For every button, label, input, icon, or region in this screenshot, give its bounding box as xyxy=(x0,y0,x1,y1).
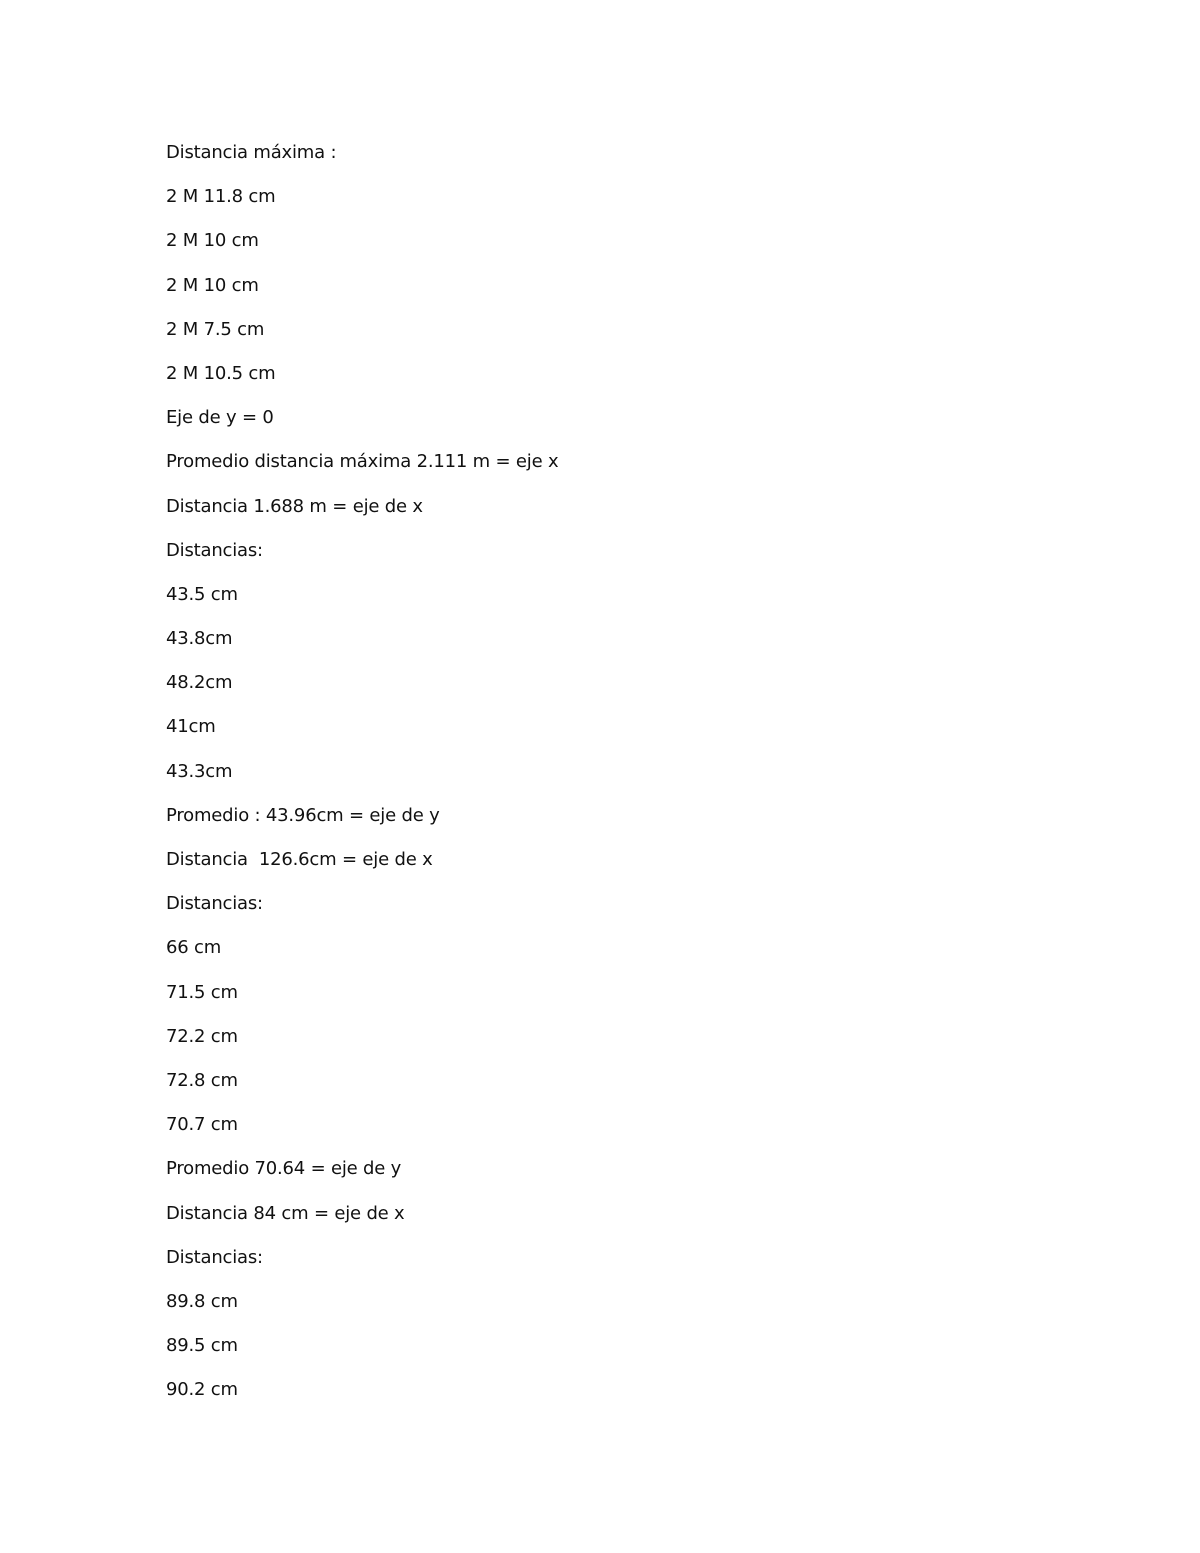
distance-line: Distancia 1.688 m = eje de x xyxy=(166,495,423,517)
measurement-line: 43.8cm xyxy=(166,628,233,650)
average-line: Promedio : 43.96cm = eje de y xyxy=(166,804,440,826)
measurement-line: 72.2 cm xyxy=(166,1025,238,1047)
section-heading-distancias: Distancias: xyxy=(166,1246,263,1268)
measurement-line: 89.8 cm xyxy=(166,1290,238,1312)
axis-note: Eje de y = 0 xyxy=(166,407,274,429)
measurement-line: 70.7 cm xyxy=(166,1114,238,1136)
measurement-line: 43.3cm xyxy=(166,760,233,782)
distance-line: Distancia 84 cm = eje de x xyxy=(166,1202,405,1224)
document-body xyxy=(166,138,1066,1419)
heading-distancia-maxima: Distancia máxima : xyxy=(166,142,337,163)
distance-line: Distancia 126.6cm = eje de x xyxy=(166,849,433,870)
measurement-line: 43.5 cm xyxy=(166,583,238,605)
measurement-line: 2 M 10 cm xyxy=(166,274,259,296)
section-heading-distancias: Distancias: xyxy=(166,893,263,915)
measurement-line: 48.2cm xyxy=(166,672,233,694)
measurement-line: 41cm xyxy=(166,716,216,738)
measurement-line: 2 M 7.5 cm xyxy=(166,318,265,340)
average-line: Promedio 70.64 = eje de y xyxy=(166,1158,402,1180)
average-line: Promedio distancia máxima 2.111 m = eje x xyxy=(166,451,559,473)
measurement-line: 89.5 cm xyxy=(166,1335,238,1357)
measurement-line: 2 M 10 cm xyxy=(166,230,259,252)
measurement-line: 66 cm xyxy=(166,937,222,959)
measurement-line: 72.8 cm xyxy=(166,1069,238,1091)
measurement-line: 90.2 cm xyxy=(166,1379,238,1401)
section-heading-distancias: Distancias: xyxy=(166,539,263,561)
measurement-line: 71.5 cm xyxy=(166,981,238,1003)
measurement-line: 2 M 10.5 cm xyxy=(166,362,276,384)
measurement-line: 2 M 11.8 cm xyxy=(166,186,276,208)
